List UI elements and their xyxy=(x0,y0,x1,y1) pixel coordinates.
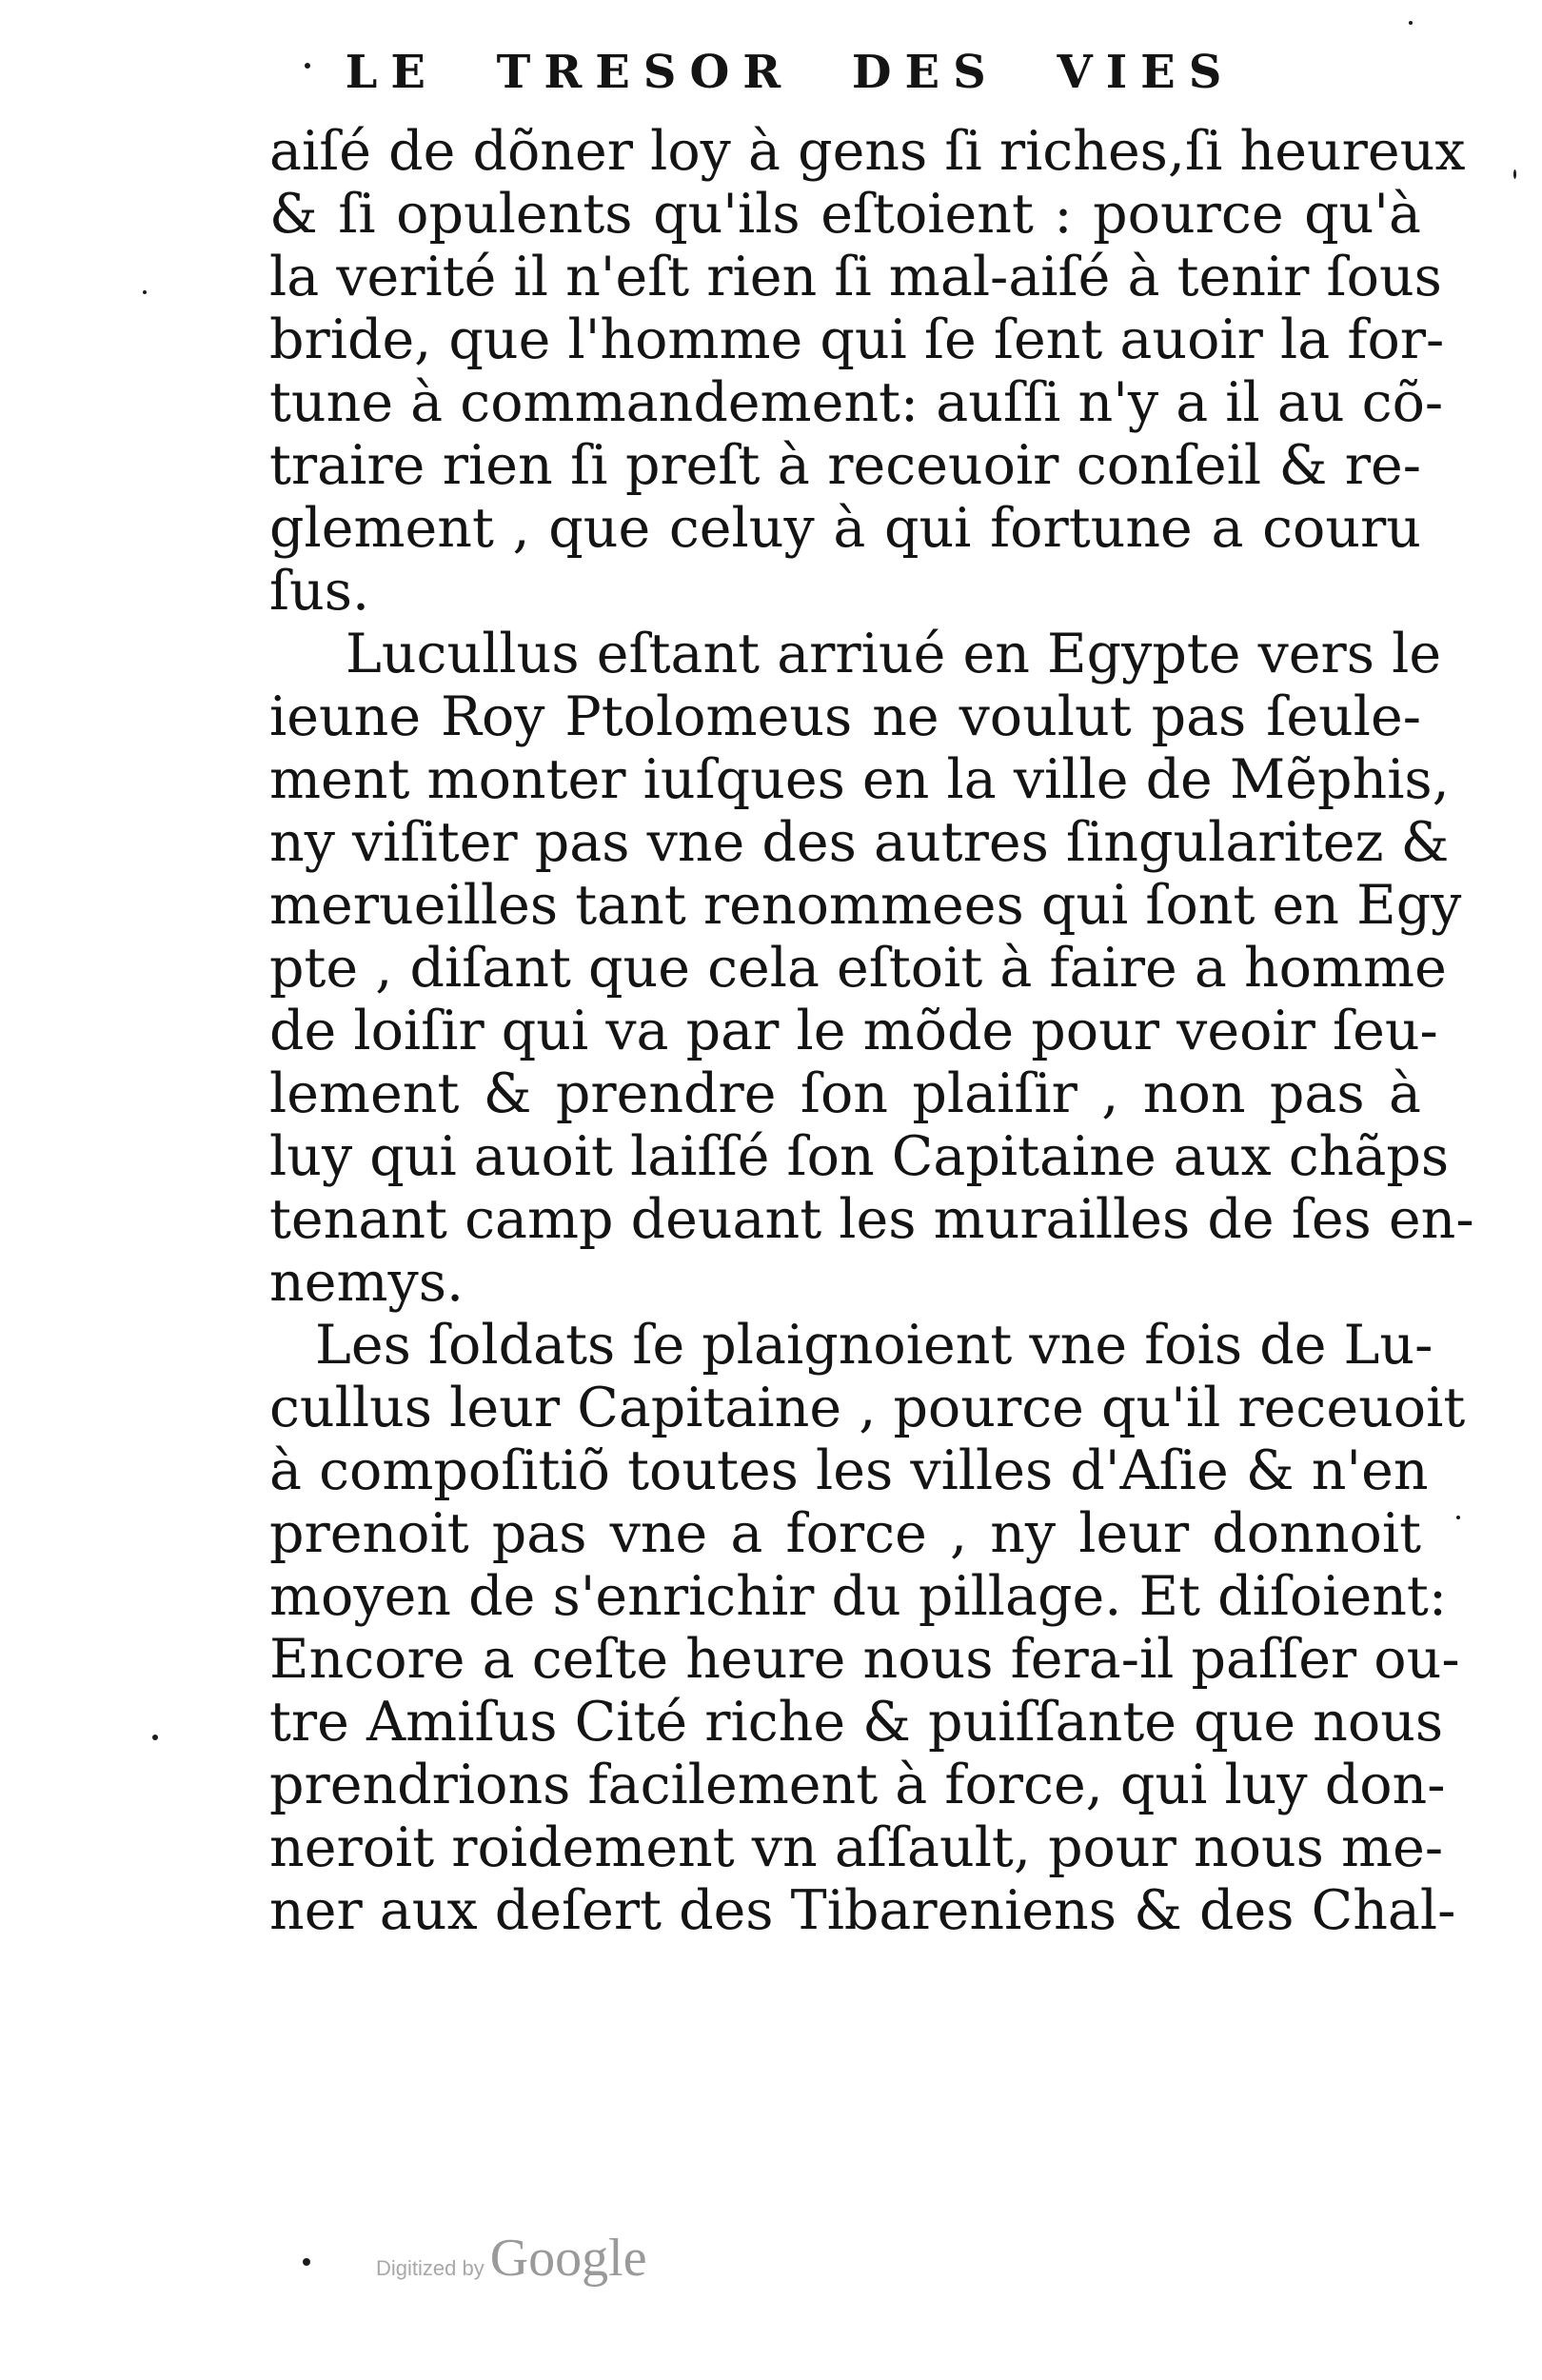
text-line: merueilles tant renommees qui ſont en Egy xyxy=(269,874,1462,937)
text-line: ſus. xyxy=(269,560,370,623)
text-line: tre Amiſus Cité riche & puiſſante que nous xyxy=(269,1691,1444,1754)
text-line: tune à commandement: auſſi n'y a il au cõ- xyxy=(269,371,1444,434)
text-line: prenoit pas vne a force , ny leur donnoit xyxy=(269,1502,1421,1565)
text-line: bride, que l'homme qui ſe ſent auoir la for- xyxy=(269,308,1445,371)
running-head: LE TRESOR DES VIES xyxy=(345,46,1236,99)
google-logo-text: Google xyxy=(489,2229,647,2288)
text-line: luy qui auoit laiſſé ſon Capitaine aux chãps xyxy=(269,1125,1450,1188)
print-speck xyxy=(305,63,310,69)
text-line: neroit roidement vn aſſault, pour nous me- xyxy=(269,1816,1444,1879)
text-line: cullus leur Capitaine , pource qu'il receuoit xyxy=(269,1377,1466,1439)
text-line: prendrions facilement à force, qui luy don- xyxy=(269,1754,1446,1816)
paragraph-first-line: Les ſoldats ſe plaignoient vne fois de Lu- xyxy=(315,1314,1433,1377)
print-speck xyxy=(303,2258,310,2266)
digitization-watermark xyxy=(376,2228,647,2289)
print-speck xyxy=(143,290,147,294)
print-speck xyxy=(1456,1516,1460,1519)
text-line: à compoſitiõ toutes les villes d'Aſie & n'en xyxy=(269,1439,1429,1502)
text-line: ner aux deſert des Tibareniens & des Chal- xyxy=(269,1879,1456,1942)
text-line: ieune Roy Ptolomeus ne voulut pas ſeule- xyxy=(269,685,1421,748)
paragraph-first-line: Lucullus eſtant arriué en Egypte vers le xyxy=(346,623,1442,685)
text-line: la verité il n'eſt rien ſi mal-aiſé à tenir ſous xyxy=(269,246,1442,308)
print-speck xyxy=(1513,169,1516,179)
text-line: pte , diſant que cela eſtoit à faire a homme xyxy=(269,937,1447,1000)
text-line: & ſi opulents qu'ils eſtoient : pource qu'à xyxy=(269,183,1421,246)
text-line: ment monter iuſques en la ville de Mẽphis, xyxy=(269,748,1450,811)
text-line: ny viſiter pas vne des autres ſingularitez & xyxy=(269,811,1450,874)
text-line: traire rien ſi preſt à receuoir conſeil & re- xyxy=(269,434,1421,497)
text-line: glement , que celuy à qui fortune a couru xyxy=(269,497,1421,560)
text-line: Encore a ceſte heure nous fera-il paſſer ou- xyxy=(269,1628,1460,1691)
text-line: tenant camp deuant les murailles de ſes en- xyxy=(269,1188,1474,1251)
print-speck xyxy=(152,1735,158,1740)
text-line: nemys. xyxy=(269,1251,465,1314)
digitized-by-label: Digitized by xyxy=(376,2256,484,2280)
text-line: de loiſir qui va par le mõde pour veoir ſeu- xyxy=(269,1000,1438,1062)
text-line: aiſé de dõner loy à gens ſi riches,ſi heureux xyxy=(269,120,1466,183)
print-speck xyxy=(1409,21,1413,25)
text-line: lement & prendre ſon plaiſir , non pas à xyxy=(269,1062,1421,1125)
text-line: moyen de s'enrichir du pillage. Et diſoient: xyxy=(269,1565,1448,1628)
